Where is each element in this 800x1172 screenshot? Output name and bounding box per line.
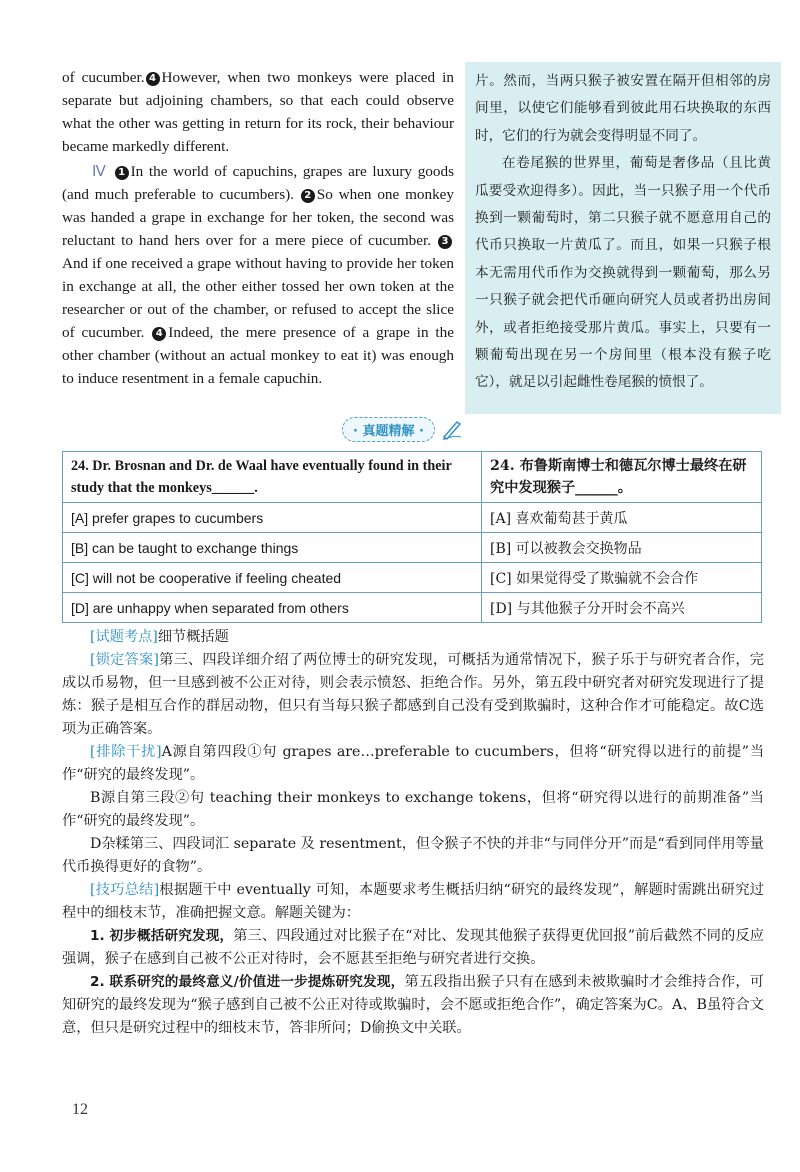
text-span: And if one received a grape without having to provide her token in exchange at all, the other either tossed her own token at the researcher or out of the chamber, or refused to accept the slice of cucumber.	[62, 255, 454, 341]
tag-label: [排除干扰]	[90, 744, 162, 760]
section-title: · 真题精解 ·	[342, 417, 435, 442]
paragraph-label: Ⅳ	[92, 163, 108, 180]
analysis-kaodian	[62, 626, 764, 649]
option-c-zh: [C] 如果觉得受了欺骗就不会合作	[482, 563, 762, 593]
option-d-en: [D] are unhappy when separated from others	[63, 593, 482, 623]
text-span: 第五段指出猴子只有在感到未被欺骗时才会维持合作，可知研究的最终发现为“猴子感到自己被不公正对待或欺骗时，会不愿或拒绝合作”，确定答案为C。A、B虽符合文意，但只是研究过程中的细枝末节，答非所问；D偷换文中关联。	[62, 974, 764, 1036]
tag-label: [试题考点]	[90, 629, 158, 645]
paragraph-zh-1: 片。然而，当两只猴子被安置在隔开但相邻的房间里，以使它们能够看到彼此用石块换取的东西时，它们的行为就会变得明显不同了。	[475, 73, 771, 144]
text-span: A源自第四段①句 grapes are…preferable to cucumbers，但将“研究得以进行的前提”当作“研究的最终发现”。	[62, 744, 765, 783]
text-span: of cucumber.	[62, 69, 145, 86]
option-row	[63, 533, 762, 563]
tag-label: [技巧总结]	[90, 882, 160, 898]
paragraph-en-1	[62, 66, 454, 158]
sentence-number-badge: 1	[115, 166, 129, 180]
paragraph-en-2	[62, 160, 454, 390]
text-span: 第三、四段通过对比猴子在“对比、发现其他猴子获得更优回报”前后截然不同的反应强调，猴子在感到自己被不公正对待时，会不愿甚至拒绝与研究者进行交换。	[62, 928, 764, 967]
option-b-zh: [B] 可以被教会交换物品	[482, 533, 762, 563]
option-row	[63, 563, 762, 593]
pen-icon	[441, 418, 463, 440]
option-b-en: [B] can be taught to exchange things	[63, 533, 482, 563]
option-row	[63, 593, 762, 623]
question-stem-en: 24. Dr. Brosnan and Dr. de Waal have eventually found in their study that the monkeys______.	[63, 452, 482, 503]
analysis-tip-1	[62, 925, 764, 971]
analysis-tips	[62, 879, 764, 925]
paragraph-zh-2: 在卷尾猴的世界里，葡萄是奢侈品（且比黄瓜要受欢迎得多）。因此，当一只猴子用一个代币换到一颗葡萄时，第二只猴子就不愿意用自己的代币只换取一片黄瓜了。而且，如果一只猴子根本无需用代币作为交换就得到一颗葡萄，那么另一只猴子就会把代币砸向研究人员或者扔出房间外，或者拒绝接受那片黄瓜。事实上，只要有一颗葡萄出现在另一个房间里（根本没有猴子吃它），就足以引起雌性卷尾猴的愤恨了。	[475, 155, 771, 391]
analysis-tip-2	[62, 971, 764, 1040]
option-a-zh: [A] 喜欢葡萄甚于黄瓜	[482, 503, 762, 533]
text-span: 第三、四段详细介绍了两位博士的研究发现，可概括为通常情况下，猴子乐于与研究者合作，完成以币易物，但一旦感到被不公正对待，则会表示愤怒、拒绝合作。另外，第五段中研究者对研究发现进行了提炼：猴子是相互合作的群居动物，但只有当每只猴子都感到自己没有受到欺骗时，这种合作才可能稳定。故C选项为正确答案。	[62, 652, 764, 737]
analysis-section	[62, 626, 764, 1040]
analysis-exclude-a	[62, 741, 764, 787]
question-stem-row	[63, 452, 762, 503]
tip-title: 1. 初步概括研究发现，	[90, 928, 234, 944]
tip-title: 2. 联系研究的最终意义/价值进一步提炼研究发现，	[90, 974, 405, 990]
option-d-zh: [D] 与其他猴子分开时会不高兴	[482, 593, 762, 623]
question-stem-zh: 24. 布鲁斯南博士和德瓦尔博士最终在研究中发现猴子______。	[482, 452, 762, 503]
analysis-answer	[62, 649, 764, 741]
sentence-number-badge: 4	[146, 72, 160, 86]
page-number: 12	[72, 1101, 88, 1118]
analysis-exclude-d: D杂糅第三、四段词汇 separate 及 resentment，但令猴子不快的并非“与同伴分开”而是“看到同伴用等量代币换得更好的食物”。	[62, 836, 764, 875]
text-span: Indeed, the mere presence of a grape in the other chamber (without an actual monkey to eat it) was enough to induce resentment in a female capuchin.	[62, 324, 454, 387]
text-span: 根据题干中 eventually 可知，本题要求考生概括归纳“研究的最终发现”，解题时需跳出研究过程中的细枝末节，准确把握文意。解题关键为：	[62, 882, 764, 921]
text-span: 细节概括题	[157, 629, 229, 645]
sentence-number-badge: 2	[301, 189, 315, 203]
section-banner	[342, 414, 482, 444]
option-a-en: [A] prefer grapes to cucumbers	[63, 503, 482, 533]
text-span: However, when two monkeys were placed in separate but adjoining chambers, so that each could observe what the other was getting in return for its rock, their behaviour became markedly different.	[62, 69, 454, 155]
sentence-number-badge: 3	[438, 235, 452, 249]
option-row	[63, 503, 762, 533]
tag-label: [锁定答案]	[90, 652, 159, 668]
text-span: So when one monkey was handed a grape in exchange for her token, the second was reluctant to hand hers over for a mere piece of cucumber.	[62, 186, 455, 249]
question-table	[62, 451, 762, 623]
option-c-en: [C] will not be cooperative if feeling cheated	[63, 563, 482, 593]
analysis-exclude-b: B源自第三段②句 teaching their monkeys to exchange tokens，但将“研究得以进行的前期准备”当作“研究的最终发现”。	[62, 790, 764, 829]
chinese-translation-box	[465, 62, 781, 414]
sentence-number-badge: 4	[152, 327, 166, 341]
english-passage	[62, 66, 454, 390]
text-span: In the world of capuchins, grapes are luxury goods (and much preferable to cucumbers).	[62, 163, 454, 203]
